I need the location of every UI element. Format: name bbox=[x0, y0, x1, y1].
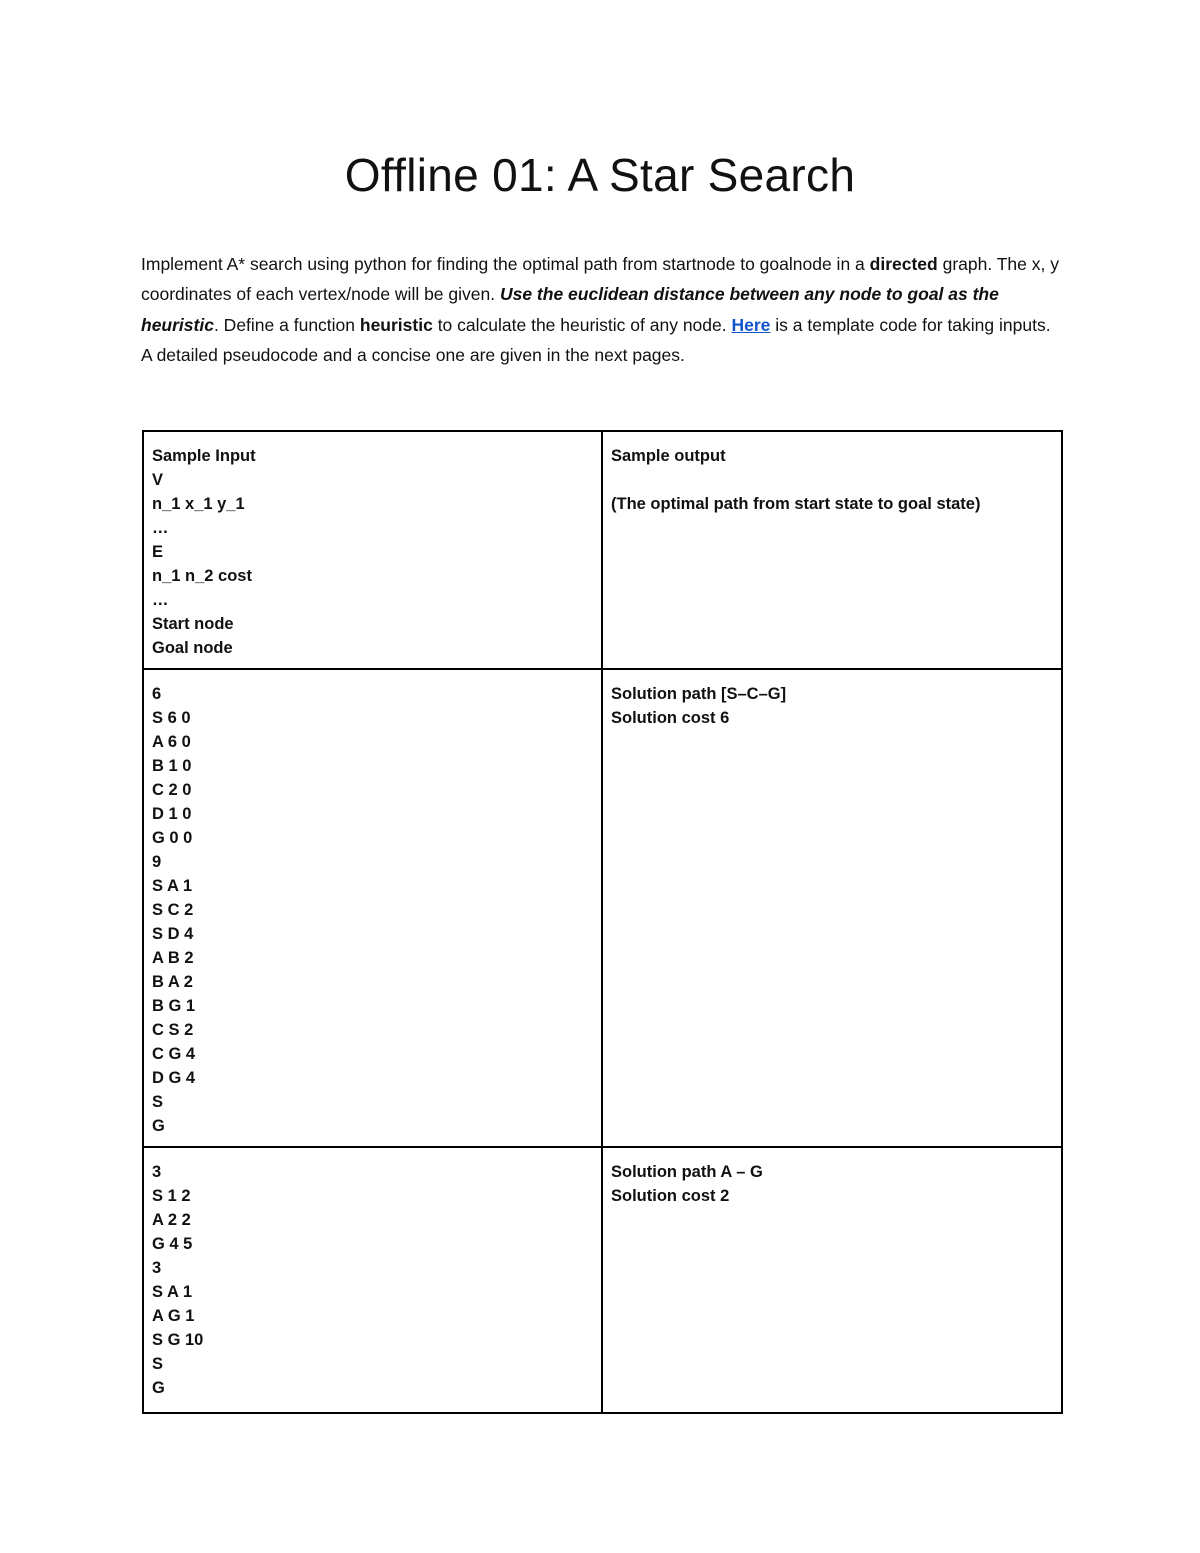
intro-text-part: is a template code for taking inputs. bbox=[770, 314, 1051, 335]
cell-line: Solution path [S–C–G] bbox=[611, 685, 787, 703]
sample-output-format-cell bbox=[602, 431, 1062, 669]
cell-line: A B 2 bbox=[152, 949, 194, 967]
cell-line: 3 bbox=[152, 1259, 162, 1277]
cell-line: S G 10 bbox=[152, 1331, 204, 1349]
cell-line: A 6 0 bbox=[152, 733, 191, 751]
sample-io-table bbox=[142, 430, 1063, 1414]
cell-line: D G 4 bbox=[152, 1069, 196, 1087]
cell-line: … bbox=[152, 591, 169, 609]
cell-line: S C 2 bbox=[152, 901, 194, 919]
cell-line: C G 4 bbox=[152, 1045, 196, 1063]
output-format-note: (The optimal path from start state to goal state) bbox=[611, 495, 981, 513]
input-format-lines bbox=[152, 468, 593, 660]
cell-line: Solution cost 2 bbox=[611, 1187, 730, 1205]
heuristic-function-name: heuristic bbox=[359, 314, 433, 335]
cell-line: 6 bbox=[152, 685, 162, 703]
intro-text-part: Implement A* search using python for finding the optimal path from startnode to goalnode in a bbox=[141, 254, 870, 274]
intro-text-part: graph. The x, y coordinates of each vertex/node will be given. bbox=[141, 254, 1059, 305]
cell-line: C S 2 bbox=[152, 1021, 194, 1039]
sample-input-heading: Sample Input bbox=[152, 447, 256, 465]
cell-line: Goal node bbox=[152, 639, 233, 657]
cell-line: S 1 2 bbox=[152, 1187, 191, 1205]
example2-input-lines bbox=[152, 1160, 593, 1400]
cell-line: A 2 2 bbox=[152, 1211, 191, 1229]
cell-line: S A 1 bbox=[152, 877, 193, 895]
cell-line: E bbox=[152, 543, 164, 561]
cell-line: G 0 0 bbox=[152, 829, 193, 847]
cell-line: … bbox=[152, 519, 169, 537]
table-header-row bbox=[143, 431, 1062, 669]
table-row bbox=[143, 669, 1062, 1147]
example2-input-cell bbox=[143, 1147, 602, 1413]
example1-input-cell bbox=[143, 669, 602, 1147]
intro-paragraph bbox=[141, 249, 1061, 340]
sample-input-format-cell bbox=[143, 431, 602, 669]
cell-line: C 2 0 bbox=[152, 781, 192, 799]
cell-line: n_1 x_1 y_1 bbox=[152, 495, 245, 513]
cell-line: n_1 n_2 cost bbox=[152, 567, 252, 585]
table-row bbox=[143, 1147, 1062, 1413]
cell-line: S bbox=[152, 1093, 164, 1111]
heuristic-instruction: Use the euclidean distance between any node to goal as the heuristic bbox=[141, 284, 999, 335]
cell-line: B A 2 bbox=[152, 973, 193, 991]
cell-line: B 1 0 bbox=[152, 757, 192, 775]
sample-output-heading: Sample output bbox=[611, 447, 726, 465]
cell-line: Solution cost 6 bbox=[611, 709, 730, 727]
pseudocode-note: A detailed pseudocode and a concise one are given in the next pages. bbox=[141, 344, 685, 365]
cell-line: 9 bbox=[152, 853, 162, 871]
cell-line: A G 1 bbox=[152, 1307, 195, 1325]
template-code-link[interactable]: Here bbox=[731, 314, 771, 335]
cell-line: 3 bbox=[152, 1163, 162, 1181]
intro-text-part: to calculate the heuristic of any node. bbox=[432, 314, 732, 335]
cell-line: V bbox=[152, 471, 164, 489]
cell-line: G 4 5 bbox=[152, 1235, 193, 1253]
cell-line: D 1 0 bbox=[152, 805, 192, 823]
example1-input-lines bbox=[152, 682, 593, 1138]
cell-line: S A 1 bbox=[152, 1283, 193, 1301]
cell-line: Solution path A – G bbox=[611, 1163, 763, 1181]
cell-line: S D 4 bbox=[152, 925, 194, 943]
cell-line: S 6 0 bbox=[152, 709, 191, 727]
intro-text bbox=[141, 249, 1061, 370]
example2-output-cell bbox=[602, 1147, 1062, 1413]
intro-text-part: . Define a function bbox=[213, 314, 360, 335]
example2-output-lines bbox=[611, 1160, 1053, 1208]
cell-line: Start node bbox=[152, 615, 234, 633]
cell-line: S bbox=[152, 1355, 164, 1373]
directed-emphasis: directed bbox=[869, 254, 938, 274]
example1-output-lines bbox=[611, 682, 1053, 730]
page-title: Offline 01: A Star Search bbox=[344, 149, 856, 201]
example1-output-cell bbox=[602, 669, 1062, 1147]
cell-line: B G 1 bbox=[152, 997, 196, 1015]
cell-line: G bbox=[152, 1117, 165, 1135]
cell-line: G bbox=[152, 1379, 165, 1397]
